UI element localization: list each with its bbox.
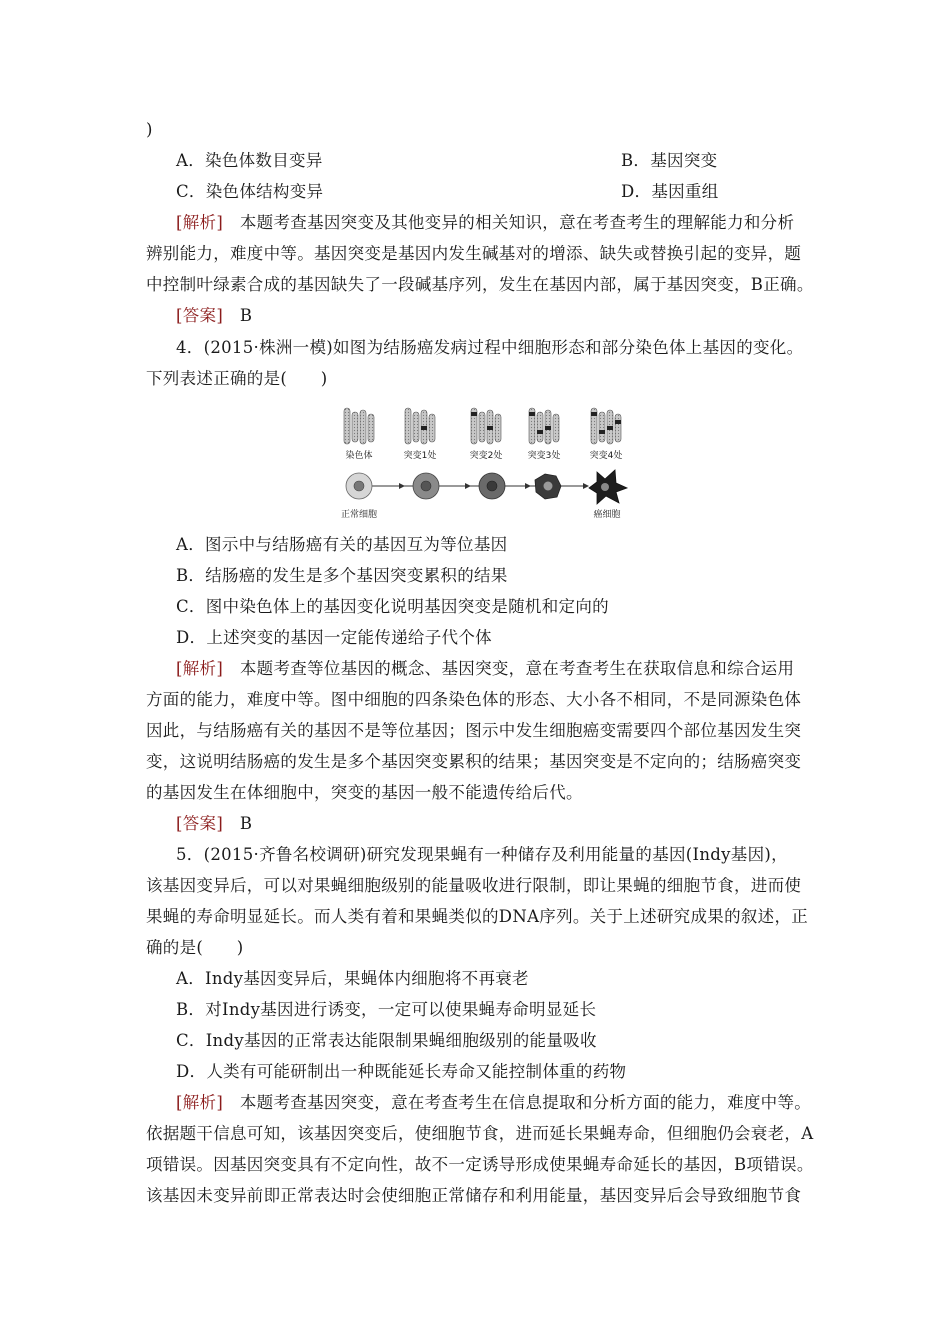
q4-analysis-line-5: 的基因发生在体细胞中，突变的基因一般不能遗传给后代。	[146, 783, 583, 802]
q3-answer-line	[176, 304, 252, 328]
q4-option-c: C．图中染色体上的基因变化说明基因突变是随机和定向的	[176, 597, 609, 616]
q3-option-b: B．基因突变	[621, 151, 718, 170]
stage-label-3: 突变2处	[469, 451, 503, 461]
chromosome-group-2	[405, 408, 435, 444]
cancer-cell	[589, 470, 627, 504]
arrow-head-3	[525, 483, 531, 489]
q3-options-row-2	[176, 180, 719, 204]
stage-label-5: 突变4处	[589, 451, 623, 461]
q5-analysis-line-2: 依据题干信息可知，该基因突变后，使细胞节食，进而延长果蝇寿命，但细胞仍会衰老，A	[146, 1124, 814, 1143]
q3-analysis-text-1: 本题考查基因突变及其他变异的相关知识，意在考查考生的理解能力和分析	[223, 213, 795, 232]
q5-analysis-line-4: 该基因未变异前即正常表达时会使细胞正常储存和利用能量，基因变异后会导致细胞节食	[146, 1186, 802, 1205]
q4-answer-line	[176, 812, 252, 836]
colon-cancer-figure	[335, 402, 640, 524]
cell-stage-3	[479, 473, 505, 499]
q5-option-b: B．对Indy基因进行诱变，一定可以使果蝇寿命明显延长	[176, 1000, 597, 1019]
q3-analysis-tag: [解析]	[176, 213, 224, 232]
q3-analysis-line-2: 辨别能力，难度中等。基因突变是基因内发生碱基对的增添、缺失或替换引起的变异，题	[146, 244, 802, 263]
stage-label-2: 突变1处	[403, 451, 437, 461]
arrow-head-1	[399, 483, 405, 489]
q4-answer: B	[223, 814, 253, 833]
cancer-cell-label: 癌细胞	[593, 510, 621, 520]
q3-option-d: D．基因重组	[621, 182, 719, 201]
q4-analysis-line-4: 变，这说明结肠癌的发生是多个基因突变累积的结果；基因突变是不定向的；结肠癌突变	[146, 752, 802, 771]
q3-option-c: C．染色体结构变异	[176, 182, 324, 201]
q3-options-row-1	[176, 149, 718, 173]
chromosome-group-5	[591, 408, 621, 444]
q3-analysis-line-1	[176, 211, 794, 235]
q4-option-d: D．上述突变的基因一定能传递给子代个体	[176, 628, 492, 647]
q5-stem-line-3: 果蝇的寿命明显延长。而人类有着和果蝇类似的DNA序列。关于上述研究成果的叙述，正	[146, 907, 809, 926]
q3-answer-tag: [答案]	[176, 306, 224, 325]
chromosome-group-4	[529, 408, 559, 444]
arrow-head-4	[583, 483, 589, 489]
q5-stem-line-2: 该基因变异后，可以对果蝇细胞级别的能量吸收进行限制，即让果蝇的细胞节食，进而使	[146, 876, 802, 895]
q5-stem-line-1: 5．(2015·齐鲁名校调研)研究发现果蝇有一种储存及利用能量的基因(Indy基因)，	[176, 845, 788, 864]
normal-cell-label: 正常细胞	[340, 510, 378, 520]
q4-stem-line-1: 4．(2015·株洲一模)如图为结肠癌发病过程中细胞形态和部分染色体上基因的变化。	[176, 338, 804, 357]
q3-answer: B	[223, 306, 253, 325]
q4-analysis-line-2: 方面的能力，难度中等。图中细胞的四条染色体的形态、大小各不相同，不是同源染色体	[146, 690, 802, 709]
q4-analysis-tag: [解析]	[176, 659, 224, 678]
q3-stem-tail: )	[146, 120, 153, 139]
q5-option-a: A．Indy基因变异后，果蝇体内细胞将不再衰老	[176, 969, 529, 988]
cell-stage-2	[413, 473, 439, 499]
arrow-head-2	[465, 483, 471, 489]
q5-analysis-line-1	[176, 1091, 811, 1115]
q4-option-a: A．图示中与结肠癌有关的基因互为等位基因	[176, 535, 508, 554]
stage-label-4: 突变3处	[527, 451, 561, 461]
q3-analysis-line-3: 中控制叶绿素合成的基因缺失了一段碱基序列，发生在基因内部，属于基因突变，B正确。	[146, 275, 814, 294]
chromosome-group-1	[344, 408, 374, 444]
cell-stage-4	[535, 474, 561, 499]
q3-option-a: A．染色体数目变异	[176, 151, 323, 170]
q4-analysis-line-1	[176, 657, 794, 681]
q4-analysis-text-1: 本题考查等位基因的概念、基因突变，意在考查考生在获取信息和综合运用	[223, 659, 795, 678]
q5-analysis-text-1: 本题考查基因突变，意在考查考生在信息提取和分析方面的能力，难度中等。	[223, 1093, 812, 1112]
q5-analysis-tag: [解析]	[176, 1093, 224, 1112]
chromosome-group-3	[471, 408, 501, 444]
q5-analysis-line-3: 项错误。因基因突变具有不定向性，故不一定诱导形成使果蝇寿命延长的基因，B项错误。	[146, 1155, 814, 1174]
stage-label-1: 染色体	[345, 451, 373, 461]
q4-analysis-line-3: 因此，与结肠癌有关的基因不是等位基因；图示中发生细胞癌变需要四个部位基因发生突	[146, 721, 802, 740]
q4-option-b: B．结肠癌的发生是多个基因突变累积的结果	[176, 566, 508, 585]
q5-stem-line-4: 确的是( )	[146, 938, 244, 957]
normal-cell	[346, 473, 372, 499]
q4-stem-line-2: 下列表述正确的是( )	[146, 369, 328, 388]
q5-option-c: C．Indy基因的正常表达能限制果蝇细胞级别的能量吸收	[176, 1031, 597, 1050]
q4-answer-tag: [答案]	[176, 814, 224, 833]
q5-option-d: D．人类有可能研制出一种既能延长寿命又能控制体重的药物	[176, 1062, 627, 1081]
